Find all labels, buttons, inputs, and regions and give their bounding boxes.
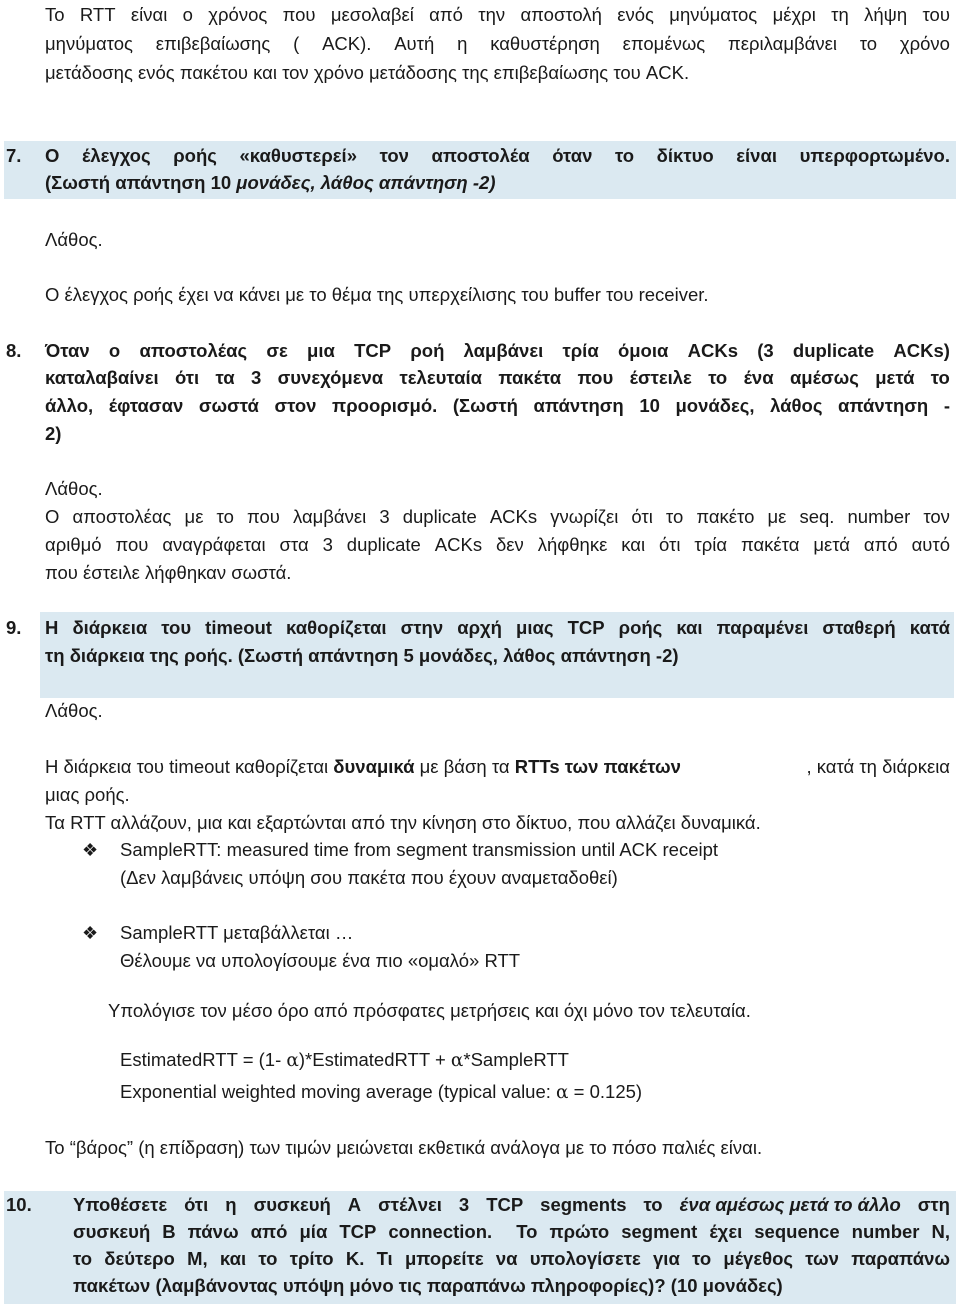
- word: τα: [215, 367, 235, 388]
- word: αυτό: [911, 534, 950, 555]
- word: παραπάνω: [851, 1248, 950, 1269]
- word: αρχή: [457, 617, 502, 638]
- word: που: [282, 4, 316, 25]
- word: TCP: [339, 1221, 377, 1242]
- word: έχει: [709, 1221, 743, 1242]
- intro-line-1: [45, 4, 950, 26]
- word: από: [429, 4, 463, 25]
- word: την: [478, 4, 506, 25]
- word: TCP: [567, 617, 605, 638]
- word: το: [930, 367, 950, 388]
- word: καθορίζεται: [286, 617, 387, 638]
- bullet-1-line-2: (Δεν λαμβάνεις υπόψη σου πακέτα που έχουν αναμεταδοθεί): [120, 867, 618, 888]
- word: και: [621, 534, 646, 555]
- word: πρώτο: [549, 1221, 610, 1242]
- word: 3: [250, 367, 262, 388]
- word: λήφθηκε: [537, 534, 608, 555]
- word: duplicate: [402, 506, 477, 527]
- q9-explanation-line-1: Η διάρκεια του timeout καθορίζεται δυναμικά με βάση τα RTTs των πακέτων , κατά τη διάρκεια: [45, 756, 950, 777]
- q9-question-line-2: τη διάρκεια της ροής. (Σωστή απάντηση 5 μονάδες, λάθος απάντηση -2): [45, 645, 679, 666]
- word: λαμβάνει: [292, 506, 367, 527]
- word: M,: [187, 1248, 208, 1269]
- word: συνεχόμενα: [277, 367, 384, 388]
- q7-question: [45, 145, 950, 167]
- word: μετά: [813, 534, 850, 555]
- word: στον: [274, 395, 317, 416]
- word: του: [161, 617, 192, 638]
- word: πακέτα: [498, 367, 562, 388]
- word: duplicate: [792, 340, 875, 361]
- word: πακέτα: [740, 534, 800, 555]
- word: μηνύματος: [45, 33, 133, 54]
- word: μεσολαβεί: [330, 4, 414, 25]
- word: τελευταία: [399, 367, 483, 388]
- word: για: [653, 1248, 680, 1269]
- word: μία: [299, 1221, 328, 1242]
- word: συσκευή: [253, 1194, 331, 1215]
- word: «καθυστερεί»: [239, 145, 357, 166]
- word: ο: [108, 340, 121, 361]
- word: ενός: [617, 4, 654, 25]
- word: γνωρίζει: [550, 506, 619, 527]
- diamond-bullet-icon: ❖: [82, 923, 99, 943]
- word: -: [943, 395, 950, 416]
- word: των: [805, 1248, 839, 1269]
- word: λήψη: [864, 4, 908, 25]
- word: συσκευή: [73, 1221, 151, 1242]
- word: Τι: [376, 1248, 393, 1269]
- word: το: [692, 1248, 712, 1269]
- word: από: [863, 534, 898, 555]
- word: σταθερή: [822, 617, 896, 638]
- word: περιλαμβάνει: [728, 33, 837, 54]
- word: καταλαβαίνει: [45, 367, 159, 388]
- word: μια: [307, 340, 335, 361]
- word: Ο: [45, 145, 60, 166]
- q7-answer: Λάθος.: [45, 229, 103, 250]
- word: Η: [45, 617, 59, 638]
- word: καθυστέρηση: [490, 33, 600, 54]
- word: αμέσως: [789, 367, 859, 388]
- word: απάντηση: [838, 395, 929, 416]
- word: επομένως: [622, 33, 706, 54]
- word: ότι: [184, 1194, 209, 1215]
- word: ότι: [631, 506, 653, 527]
- word: ροής: [173, 145, 217, 166]
- word: δεν: [496, 534, 524, 555]
- word: έλεγχος: [82, 145, 151, 166]
- q10-question-line-1: Υποθέσετε ότι η συσκευή A στέλνει 3 TCP segments το ένα αμέσως μετά το άλλο στη: [73, 1194, 950, 1215]
- word: τον: [379, 145, 409, 166]
- word: Το: [45, 4, 65, 25]
- q8-number: 8.: [6, 340, 22, 361]
- word: τρία: [562, 340, 599, 361]
- word: RTT: [79, 4, 116, 25]
- word: στέλνει: [378, 1194, 442, 1215]
- q8-explanation-line-1: [45, 506, 950, 528]
- word: απάντηση: [533, 395, 624, 416]
- word: πάνω: [187, 1221, 239, 1242]
- word: ροής: [618, 617, 663, 638]
- word: (3: [757, 340, 774, 361]
- word: ACKs: [434, 534, 483, 555]
- word: που: [115, 534, 149, 555]
- word: δίκτυο: [656, 145, 714, 166]
- word: 3: [322, 534, 333, 555]
- estimated-rtt-formula: EstimatedRTT = (1- α)*EstimatedRTT + α*SampleRTT: [120, 1049, 569, 1071]
- word: λάθος: [770, 395, 823, 416]
- word: τη: [831, 4, 849, 25]
- word: Το: [516, 1221, 538, 1242]
- word: μονάδες,: [675, 395, 755, 416]
- word: του: [922, 4, 950, 25]
- word: δεύτερο: [104, 1248, 175, 1269]
- word: όμοια: [617, 340, 669, 361]
- word: το: [708, 367, 728, 388]
- word: ότι: [659, 534, 681, 555]
- diamond-bullet-icon: ❖: [82, 840, 99, 860]
- word: το: [73, 1248, 93, 1269]
- intro-line-3: μετάδοσης ενός πακέτου και τον χρόνο μετάδοσης της επιβεβαίωσης του ACK.: [45, 62, 690, 83]
- word: ACK).: [322, 33, 372, 54]
- word: και: [676, 617, 703, 638]
- word: είναι: [736, 145, 777, 166]
- q8-question-line-1: [45, 340, 950, 362]
- word: χρόνος: [208, 4, 268, 25]
- bullet-2-line-2: Θέλουμε να υπολογίσουμε ένα πιο «ομαλό» RTT: [120, 950, 521, 971]
- ewma-note: Exponential weighted moving average (typical value: α = 0.125): [120, 1081, 643, 1103]
- word: K.: [345, 1248, 365, 1269]
- q7-number: 7.: [6, 145, 22, 166]
- word: αναγράφεται: [162, 534, 266, 555]
- word: Υποθέσετε: [73, 1194, 168, 1215]
- word: που: [577, 367, 614, 388]
- q7-score: (Σωστή απάντηση 10 μονάδες, λάθος απάντηση -2): [45, 172, 496, 193]
- word: ο: [182, 4, 193, 25]
- word: αποστολέας: [72, 506, 172, 527]
- word: υπολογίσετε: [529, 1248, 641, 1269]
- word: προορισμό.: [332, 395, 438, 416]
- word: υπερφορτωμένο.: [799, 145, 950, 166]
- word: όταν: [552, 145, 593, 166]
- word: στην: [400, 617, 444, 638]
- q8-question-line-3: [45, 395, 950, 417]
- word: κατά: [909, 617, 950, 638]
- word: A: [347, 1194, 362, 1215]
- q8-question-line-4: 2): [45, 423, 62, 444]
- word: σε: [266, 340, 288, 361]
- word: η: [457, 33, 468, 54]
- word: να: [495, 1248, 518, 1269]
- word: ότι: [174, 367, 200, 388]
- word: το: [665, 506, 684, 527]
- word: connection.: [388, 1221, 493, 1242]
- word: 3: [379, 506, 390, 527]
- word: αποστολή: [520, 4, 602, 25]
- q8-answer: Λάθος.: [45, 478, 103, 499]
- word: πακέτο: [696, 506, 755, 527]
- bullet-2-line-1: SampleRTT μεταβάλλεται …: [120, 922, 354, 943]
- q8-explanation-line-2: [45, 534, 950, 556]
- word: χρόνο: [899, 33, 950, 54]
- word: τρία: [694, 534, 728, 555]
- word: το: [216, 506, 234, 527]
- word: ένα: [743, 367, 774, 388]
- word: το: [615, 145, 635, 166]
- word: segments: [540, 1194, 627, 1215]
- word: Ο: [45, 506, 60, 527]
- word: duplicate: [346, 534, 421, 555]
- word: sequence: [754, 1221, 840, 1242]
- word: μέγεθος: [723, 1248, 794, 1269]
- word: (: [293, 33, 300, 54]
- q10-question-line-3: [73, 1248, 950, 1270]
- q10-question-line-2: [73, 1221, 950, 1243]
- word: TCP: [486, 1194, 524, 1215]
- word: μετά: [875, 367, 915, 388]
- word: στα: [279, 534, 309, 555]
- word: B: [162, 1221, 176, 1242]
- word: με: [767, 506, 787, 527]
- word: μπορείτε: [404, 1248, 484, 1269]
- q9-number: 9.: [6, 617, 22, 638]
- word: ACKs: [687, 340, 738, 361]
- q10-question-line-4: πακέτων (λαμβάνοντας υπόψη μόνο τις παραπάνω πληροφορίες)? (10 μονάδες): [73, 1275, 783, 1296]
- bullet-1-line-1: SampleRTT: measured time from segment transmission until ACK receipt: [120, 839, 719, 860]
- word: το: [643, 1194, 663, 1215]
- q8-explanation-line-3: που έστειλε λήφθηκαν σωστά.: [45, 562, 292, 583]
- word: παραμένει: [716, 617, 809, 638]
- q8-question-line-2: [45, 367, 950, 389]
- word: επιβεβαίωσης: [155, 33, 271, 54]
- word: με: [184, 506, 204, 527]
- word: και: [219, 1248, 247, 1269]
- word: που: [246, 506, 280, 527]
- word: μηνύματος: [669, 4, 758, 25]
- word: από: [250, 1221, 288, 1242]
- word: έστειλε: [629, 367, 692, 388]
- word: timeout: [205, 617, 272, 638]
- word: 10: [639, 395, 660, 416]
- word: έφτασαν: [108, 395, 184, 416]
- word: (Σωστή: [452, 395, 518, 416]
- q9-explanation-line-2: μιας ροής.: [45, 784, 130, 805]
- word: segment: [621, 1221, 698, 1242]
- average-note: Υπολόγισε τον μέσο όρο από πρόσφατες μετρήσεις και όχι μόνο τον τελευταία.: [108, 1000, 751, 1021]
- word: αριθμό: [45, 534, 102, 555]
- word: ACKs: [489, 506, 538, 527]
- word: αποστολέας: [139, 340, 248, 361]
- word: TCP: [354, 340, 392, 361]
- word: seq.: [799, 506, 835, 527]
- word: είναι: [130, 4, 168, 25]
- q7-explanation: Ο έλεγχος ροής έχει να κάνει με το θέμα της υπερχείλισης του buffer του receiver.: [45, 284, 709, 305]
- word: τρίτο: [289, 1248, 334, 1269]
- word: N,: [931, 1221, 950, 1242]
- weight-note: Το “βάρος” (η επίδραση) των τιμών μειώνεται εκθετικά ανάλογα με το πόσο παλιές είναι.: [45, 1137, 763, 1158]
- word: Όταν: [45, 340, 90, 361]
- word: μέχρι: [772, 4, 816, 25]
- word: άλλο,: [45, 395, 94, 416]
- word: η: [225, 1194, 237, 1215]
- q9-explanation-line-3: Τα RTT αλλάζουν, μια και εξαρτώνται από την κίνηση στο δίκτυο, που αλλάζει δυναμικά.: [45, 812, 761, 833]
- word: λαμβάνει: [463, 340, 544, 361]
- word: το: [859, 33, 878, 54]
- word: τον: [923, 506, 950, 527]
- word: αποστολέα: [431, 145, 530, 166]
- q9-answer: Λάθος.: [45, 700, 103, 721]
- word: σωστά: [198, 395, 259, 416]
- word: 3: [458, 1194, 470, 1215]
- word: number: [851, 1221, 920, 1242]
- word: το: [258, 1248, 278, 1269]
- q10-number: 10.: [6, 1194, 32, 1215]
- intro-line-2: [45, 33, 950, 55]
- word: Αυτή: [394, 33, 435, 54]
- word: ροή: [410, 340, 445, 361]
- q9-question-line-1: [45, 617, 950, 639]
- word: ACKs): [893, 340, 950, 361]
- word: μιας: [516, 617, 554, 638]
- word: number: [847, 506, 911, 527]
- word: διάρκεια: [72, 617, 148, 638]
